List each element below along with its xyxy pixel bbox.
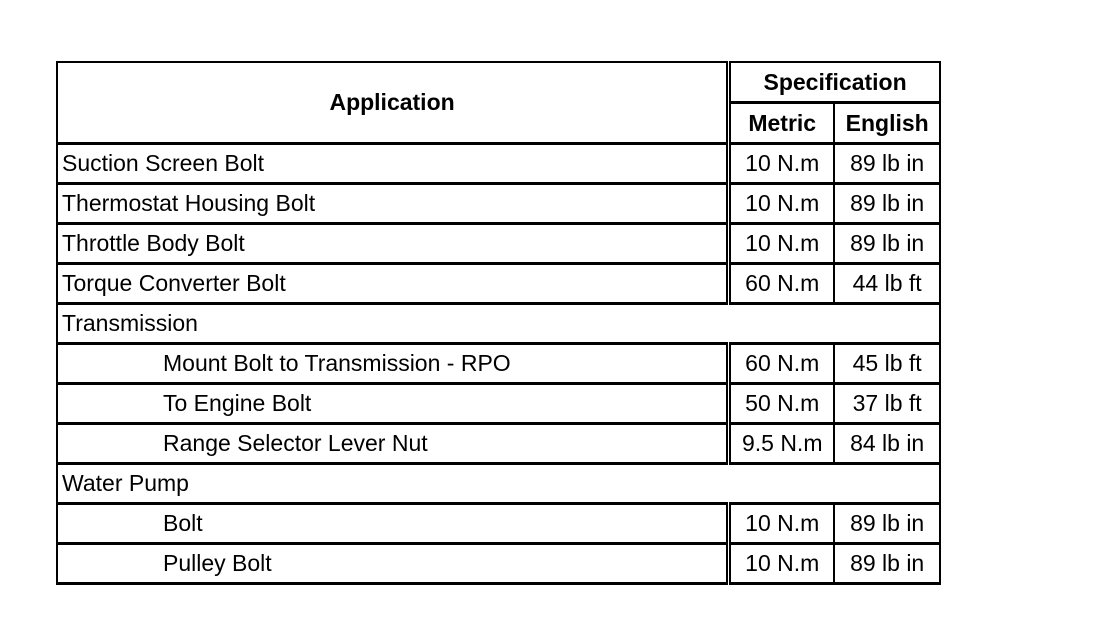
metric-cell: 60 N.m (729, 344, 835, 384)
english-cell: 37 lb ft (834, 384, 940, 424)
table-body (57, 144, 940, 584)
table-row (57, 224, 940, 264)
metric-cell: 50 N.m (729, 384, 835, 424)
metric-cell: 60 N.m (729, 264, 835, 304)
english-header: English (834, 103, 940, 144)
table-row (57, 344, 940, 384)
table-row (57, 184, 940, 224)
metric-cell: 10 N.m (729, 224, 835, 264)
torque-spec-table (56, 61, 941, 585)
group-label: Water Pump (57, 464, 940, 504)
table-row (57, 384, 940, 424)
metric-cell: 10 N.m (729, 144, 835, 184)
english-cell: 89 lb in (834, 224, 940, 264)
table-row (57, 544, 940, 584)
table-row (57, 504, 940, 544)
application-cell: Range Selector Lever Nut (57, 424, 729, 464)
group-row-transmission (57, 304, 940, 344)
metric-header: Metric (729, 103, 835, 144)
metric-cell: 10 N.m (729, 184, 835, 224)
application-cell: Thermostat Housing Bolt (57, 184, 729, 224)
english-cell: 89 lb in (834, 144, 940, 184)
english-cell: 89 lb in (834, 544, 940, 584)
application-cell: Pulley Bolt (57, 544, 729, 584)
metric-cell: 10 N.m (729, 504, 835, 544)
english-cell: 44 lb ft (834, 264, 940, 304)
metric-cell: 10 N.m (729, 544, 835, 584)
english-cell: 89 lb in (834, 184, 940, 224)
english-cell: 89 lb in (834, 504, 940, 544)
table-row (57, 144, 940, 184)
english-cell: 84 lb in (834, 424, 940, 464)
table-row (57, 424, 940, 464)
group-row-water-pump (57, 464, 940, 504)
metric-cell: 9.5 N.m (729, 424, 835, 464)
application-header: Application (57, 62, 729, 144)
english-cell: 45 lb ft (834, 344, 940, 384)
application-cell: Suction Screen Bolt (57, 144, 729, 184)
application-cell: Torque Converter Bolt (57, 264, 729, 304)
header-row (57, 62, 940, 103)
table-row (57, 264, 940, 304)
application-cell: Throttle Body Bolt (57, 224, 729, 264)
group-label: Transmission (57, 304, 940, 344)
specification-header: Specification (729, 62, 940, 103)
application-cell: Mount Bolt to Transmission - RPO (57, 344, 729, 384)
application-cell: To Engine Bolt (57, 384, 729, 424)
application-cell: Bolt (57, 504, 729, 544)
